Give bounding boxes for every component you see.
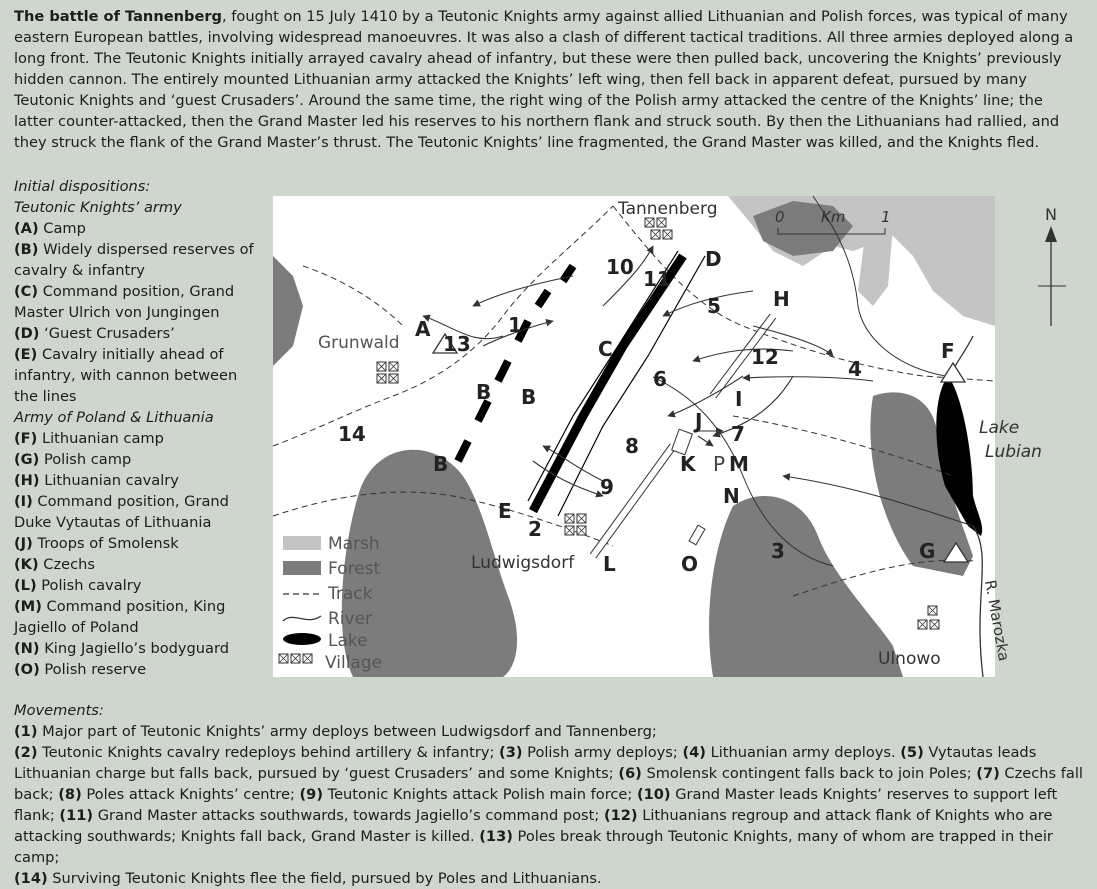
scale-end: 1 xyxy=(881,208,891,226)
unit-j: J xyxy=(695,409,703,433)
key-village-icon-1 xyxy=(279,654,288,663)
key-river-label: River xyxy=(328,609,373,629)
movement-13: 13 xyxy=(443,332,471,356)
key-village-icon-2 xyxy=(291,654,300,663)
movements-section xyxy=(14,700,1089,889)
unit-m: M xyxy=(729,452,749,476)
legend-item-e: (E) Cavalry initially ahead of infantry, with cannon between the lines xyxy=(14,346,238,405)
intro-paragraph xyxy=(14,6,1086,153)
place-ulnowo: Ulnowo xyxy=(878,649,941,669)
place-lake-line1: Lake xyxy=(979,418,1020,438)
unit-o: O xyxy=(681,552,699,576)
legend-item-g: (G) Polish camp xyxy=(14,451,132,468)
allied-heading: Army of Poland & Lithuania xyxy=(14,409,214,426)
intro-title: The battle of Tannenberg xyxy=(14,8,222,25)
north-label: N xyxy=(1045,205,1057,224)
forest-southeast xyxy=(709,496,903,677)
movement-3: 3 xyxy=(771,539,785,563)
place-grunwald: Grunwald xyxy=(318,333,400,353)
key-village-icon-3 xyxy=(303,654,312,663)
unit-a: A xyxy=(415,317,431,341)
movements-line-last: (14) Surviving Teutonic Knights flee the field, pursued by Poles and Lithuanians. xyxy=(14,870,602,887)
village-grunwald-4 xyxy=(389,374,398,383)
unit-h: H xyxy=(773,287,790,311)
legend-item-k: (K) Czechs xyxy=(14,556,96,573)
legend-item-j: (J) Troops of Smolensk xyxy=(14,535,179,552)
unit-b-3: B xyxy=(433,452,449,476)
unit-i: I xyxy=(735,387,743,411)
dispositions-heading: Initial dispositions: xyxy=(14,178,151,195)
movement-2: 2 xyxy=(528,517,542,541)
village-ulnowo-3 xyxy=(930,620,939,629)
legend-item-a: (A) Camp xyxy=(14,220,86,237)
unit-f: F xyxy=(941,339,955,363)
village-tannenberg-1 xyxy=(645,218,654,227)
north-arrow-symbol xyxy=(1038,205,1066,326)
key-lake-swatch xyxy=(283,633,321,645)
movement-4: 4 xyxy=(848,357,862,381)
movement-1: 1 xyxy=(508,313,522,337)
village-tannenberg-3 xyxy=(651,230,660,239)
unit-b-1: B xyxy=(476,380,492,404)
movement-7: 7 xyxy=(731,422,745,446)
movements-line-1: (1) Major part of Teutonic Knights’ army deploys between Ludwigsdorf and Tannenberg; xyxy=(14,723,657,740)
key-track-label: Track xyxy=(328,584,373,604)
movement-11: 11 xyxy=(643,267,671,291)
unit-n: N xyxy=(723,484,740,508)
movement-10: 10 xyxy=(606,255,634,279)
village-ulnowo-2 xyxy=(918,620,927,629)
movements-heading: Movements: xyxy=(14,702,104,719)
legend-item-o: (O) Polish reserve xyxy=(14,661,147,678)
movement-9: 9 xyxy=(600,475,614,499)
key-lake-label: Lake xyxy=(328,631,368,651)
key-river-swatch xyxy=(283,616,321,621)
movement-14: 14 xyxy=(338,422,366,446)
intro-text: , fought on 15 July 1410 by a Teutonic Knights army against allied Lithuanian and Polish forces, was typical of many eastern European battles, involving widespread manoeuvres. It was also a clash of different tactical traditions. All three armies deployed along a long front. The Teutonic Knights initially arrayed cavalry ahead of infantry, but these were then pulled back, uncovering the Knights’ previously hidden cannon. The entirely mounted Lithuanian army attacked the Knights’ left wing, then fell back in apparent defeat, pursued by many Teutonic Knights and ‘guest Crusaders’. Around the same time, the right wing of the Polish army attacked the centre of the Knights’ line; the latter counter-attacked, then the Grand Master led his reserves to his northern flank and struck south. By then the Lithuanians had rallied, and they struck the flank of the Grand Master’s thrust. The Teutonic Knights’ line fragmented, the Grand Master was killed, and the Knights fled. xyxy=(14,8,1074,151)
legend-item-l: (L) Polish cavalry xyxy=(14,577,142,594)
movement-12: 12 xyxy=(751,345,779,369)
movement-5: 5 xyxy=(707,294,721,318)
key-forest-swatch xyxy=(283,561,321,575)
village-tannenberg-4 xyxy=(663,230,672,239)
camp-f-triangle xyxy=(941,363,965,382)
teutonic-heading: Teutonic Knights’ army xyxy=(14,199,182,216)
legend-item-m: (M) Command position, King Jagiello of Poland xyxy=(14,598,226,636)
unit-c: C xyxy=(598,337,613,361)
legend-item-i: (I) Command position, Grand Duke Vytautas of Lithuania xyxy=(14,493,229,531)
key-marsh-swatch xyxy=(283,536,321,550)
unit-e: E xyxy=(498,499,512,523)
village-grunwald-3 xyxy=(377,374,386,383)
movement-6: 6 xyxy=(653,367,667,391)
village-ludwigsdorf-1 xyxy=(565,514,574,523)
unit-d: D xyxy=(705,247,722,271)
legend-item-d: (D) ‘Guest Crusaders’ xyxy=(14,325,175,342)
dispositions-legend xyxy=(14,176,264,680)
village-ludwigsdorf-2 xyxy=(577,514,586,523)
scale-start: 0 xyxy=(775,208,785,226)
key-forest-label: Forest xyxy=(328,559,381,579)
key-village-label: Village xyxy=(325,653,383,673)
forest-west xyxy=(273,256,303,366)
unit-b-2: B xyxy=(521,385,537,409)
movement-8: 8 xyxy=(625,434,639,458)
unit-g: G xyxy=(919,539,936,563)
village-grunwald-1 xyxy=(377,362,386,371)
key-marsh-label: Marsh xyxy=(328,534,380,554)
legend-item-n: (N) King Jagiello’s bodyguard xyxy=(14,640,229,657)
legend-item-c: (C) Command position, Grand Master Ulrich von Jungingen xyxy=(14,283,235,321)
movements-paragraph: (2) Teutonic Knights cavalry redeploys behind artillery & infantry; (3) Polish army deploys; (4) Lithuanian army deploys. (5) Vytautas leads Lithuanian charge but falls back, pursued by ‘guest Crusaders’ and some Knights; (6) Smolensk contingent falls back to join Poles; (7) Czechs fall back; (8) Poles attack Knights’ centre; (9) Teutonic Knights attack Polish main force; (10) Grand Master leads Knights’ reserves to support left flank; (11) Grand Master attacks southwards, towards Jagiello’s command post; (12) Lithuanians regroup and attack flank of Knights who are attacking southwards; Knights fall back, Grand Master is killed. (13) Poles break through Teutonic Knights, many of whom are trapped in their camp; xyxy=(14,744,1083,866)
legend-item-b: (B) Widely dispersed reserves of cavalry & infantry xyxy=(14,241,254,279)
command-post-p: P xyxy=(713,452,726,476)
place-lake-line2: Lubian xyxy=(985,442,1042,462)
place-tannenberg: Tannenberg xyxy=(618,199,718,219)
village-ludwigsdorf-4 xyxy=(577,526,586,535)
village-tannenberg-2 xyxy=(657,218,666,227)
scale-unit: Km xyxy=(821,208,846,226)
place-river: R. Marozka xyxy=(981,578,1014,663)
legend-item-f: (F) Lithuanian camp xyxy=(14,430,164,447)
village-ludwigsdorf-3 xyxy=(565,526,574,535)
place-ludwigsdorf: Ludwigsdorf xyxy=(471,553,575,573)
unit-l: L xyxy=(603,552,616,576)
village-grunwald-2 xyxy=(389,362,398,371)
unit-k: K xyxy=(680,452,696,476)
village-ulnowo-1 xyxy=(928,606,937,615)
legend-item-h: (H) Lithuanian cavalry xyxy=(14,472,179,489)
battle-map xyxy=(273,196,1057,677)
